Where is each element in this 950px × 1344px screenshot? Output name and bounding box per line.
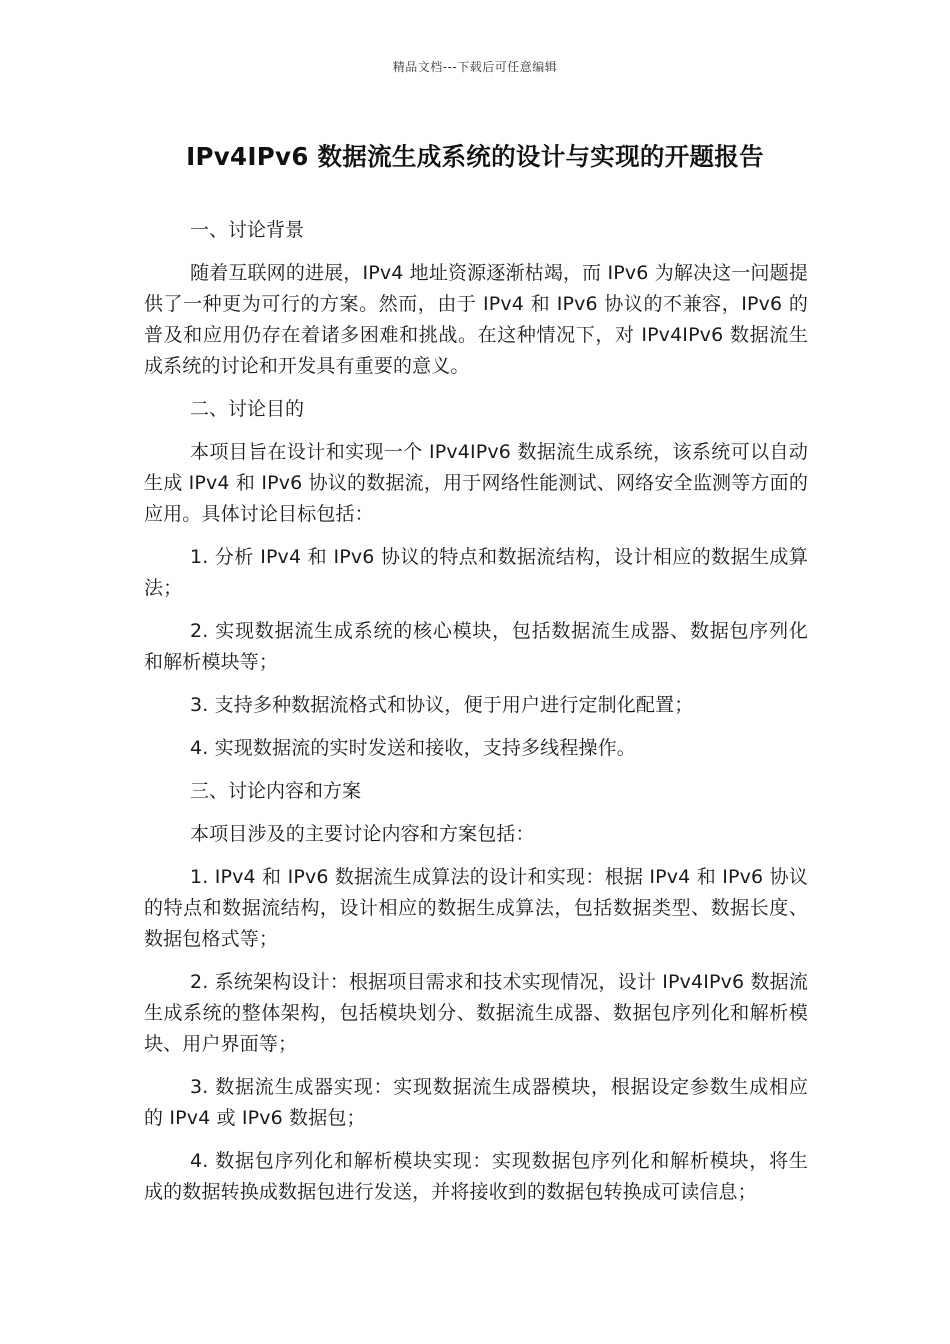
list-item-content-4: 4. 数据包序列化和解析模块实现：实现数据包序列化和解析模块，将生成的数据转换成数据包进行发送，并将接收到的数据包转换成可读信息； [144,1150,808,1203]
list-item-purpose-4: 4. 实现数据流的实时发送和接收，支持多线程操作。 [190,737,636,759]
list-item-content-3: 3. 数据流生成器实现：实现数据流生成器模块，根据设定参数生成相应的 IPv4 或 IPv6 数据包； [144,1076,808,1129]
paragraph-purpose: 本项目旨在设计和实现一个 IPv4IPv6 数据流生成系统，该系统可以自动生成 IPv4 和 IPv6 协议的数据流，用于网络性能测试、网络安全监测等方面的应用。具体讨论目标包括： [144,441,808,525]
paragraph-content: 本项目涉及的主要讨论内容和方案包括： [190,823,535,845]
header-note: 精品文档---下载后可任意编辑 [392,60,558,74]
document-title: IPv4IPv6 数据流生成系统的设计与实现的开题报告 [186,142,764,171]
list-item-content-1: 1. IPv4 和 IPv6 数据流生成算法的设计和实现：根据 IPv4 和 IPv6 协议的特点和数据流结构，设计相应的数据生成算法，包括数据类型、数据长度、数据包格式等； [144,866,808,950]
document-body [144,215,808,1220]
section-heading-background: 一、讨论背景 [190,219,305,241]
list-item-content-2: 2. 系统架构设计：根据项目需求和技术实现情况，设计 IPv4IPv6 数据流生成系统的整体架构，包括模块划分、数据流生成器、数据包序列化和解析模块、用户界面等； [144,971,808,1055]
paragraph-background: 随着互联网的进展，IPv4 地址资源逐渐枯竭，而 IPv6 为解决这一问题提供了一种更为可行的方案。然而，由于 IPv4 和 IPv6 协议的不兼容，IPv6 的普及和应用仍存在着诸多困难和挑战。在这种情况下，对 IPv4IPv6 数据流生成系统的讨论和开发具有重要的意义。 [144,262,808,377]
list-item-purpose-3: 3. 支持多种数据流格式和协议，便于用户进行定制化配置； [190,694,694,716]
list-item-purpose-2: 2. 实现数据流生成系统的核心模块，包括数据流生成器、数据包序列化和解析模块等； [144,620,808,673]
list-item-purpose-1: 1. 分析 IPv4 和 IPv6 协议的特点和数据流结构，设计相应的数据生成算法； [144,546,808,599]
section-heading-content: 三、讨论内容和方案 [190,780,362,802]
section-heading-purpose: 二、讨论目的 [190,398,305,420]
